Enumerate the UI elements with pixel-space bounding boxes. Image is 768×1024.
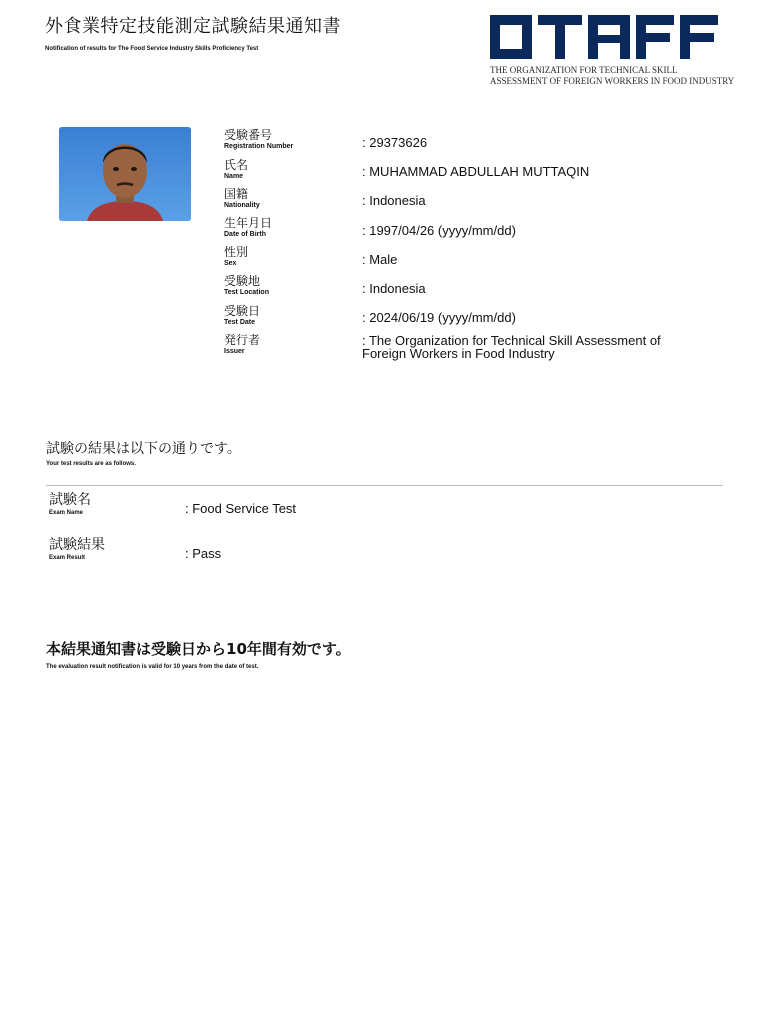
- field-label-jp: 生年月日: [224, 216, 273, 230]
- section-divider: [46, 485, 723, 486]
- field-label-en: Name: [224, 173, 244, 180]
- logo-tagline-line1: THE ORGANIZATION FOR TECHNICAL SKILL: [490, 65, 678, 75]
- otaff-logo: [490, 15, 735, 87]
- applicant-photo: [59, 127, 191, 221]
- result-label-en: Exam Result: [49, 555, 86, 561]
- value-test-location: : Indonesia: [362, 281, 426, 296]
- field-label-en: Nationality: [224, 202, 260, 209]
- value-issuer: : The Organization for Technical Skill Assessment of Foreign Workers in Food Industry: [362, 333, 661, 361]
- otaff-wordmark-icon: [490, 15, 720, 59]
- field-test-location: [224, 274, 269, 297]
- field-label-jp: 発行者: [224, 333, 261, 347]
- result-label-exam-name: [49, 492, 91, 517]
- field-label-en: Test Date: [224, 319, 255, 326]
- logo-tagline-line2: ASSESSMENT OF FOREIGN WORKERS IN FOOD INDUSTRY: [490, 76, 735, 86]
- document-title: 外食業特定技能測定試験結果通知書: [45, 16, 341, 37]
- field-name: [224, 158, 248, 181]
- result-label-en: Exam Name: [49, 510, 84, 516]
- field-label-en: Issuer: [224, 348, 245, 355]
- field-test-date: [224, 304, 260, 327]
- field-date-of-birth: [224, 216, 272, 239]
- value-test-date: : 2024/06/19 (yyyy/mm/dd): [362, 310, 516, 325]
- field-label-jp: 国籍: [224, 187, 249, 201]
- field-label-en: Test Location: [224, 289, 269, 296]
- value-sex: : Male: [362, 252, 398, 267]
- value-nationality: : Indonesia: [362, 193, 426, 208]
- validity-note-jp: 本結果通知書は受験日から10年間有効です。: [46, 640, 351, 658]
- field-sex: [224, 245, 248, 268]
- field-label-jp: 受験日: [224, 304, 261, 318]
- portrait-icon: [59, 127, 191, 221]
- validity-note-en: The evaluation result notification is valid for 10 years from the date of test.: [46, 664, 259, 670]
- field-label-jp: 受験番号: [224, 128, 273, 142]
- field-issuer: [224, 333, 260, 356]
- logo-tagline: [490, 65, 735, 87]
- field-nationality: [224, 187, 260, 210]
- value-registration-number: : 29373626: [362, 135, 428, 150]
- result-label-jp: 試験名: [49, 492, 91, 508]
- value-name: : MUHAMMAD ABDULLAH MUTTAQIN: [362, 164, 590, 179]
- field-label-en: Sex: [224, 260, 237, 267]
- field-label-jp: 受験地: [224, 274, 261, 288]
- field-label-en: Registration Number: [224, 143, 294, 150]
- field-label-en: Date of Birth: [224, 231, 266, 238]
- field-label-jp: 性別: [224, 245, 249, 259]
- result-value-exam-result: : Pass: [185, 546, 222, 561]
- result-label-exam-result: [49, 537, 105, 562]
- field-label-jp: 氏名: [224, 158, 249, 172]
- document-subtitle: Notification of results for The Food Service Industry Skills Proficiency Test: [45, 46, 259, 52]
- value-date-of-birth: : 1997/04/26 (yyyy/mm/dd): [362, 223, 516, 238]
- result-label-jp: 試験結果: [49, 537, 105, 553]
- result-value-exam-name: : Food Service Test: [185, 501, 297, 516]
- field-registration-number: [224, 128, 293, 151]
- results-heading-en: Your test results are as follows.: [46, 461, 136, 467]
- results-heading-jp: 試験の結果は以下の通りです。: [46, 441, 241, 457]
